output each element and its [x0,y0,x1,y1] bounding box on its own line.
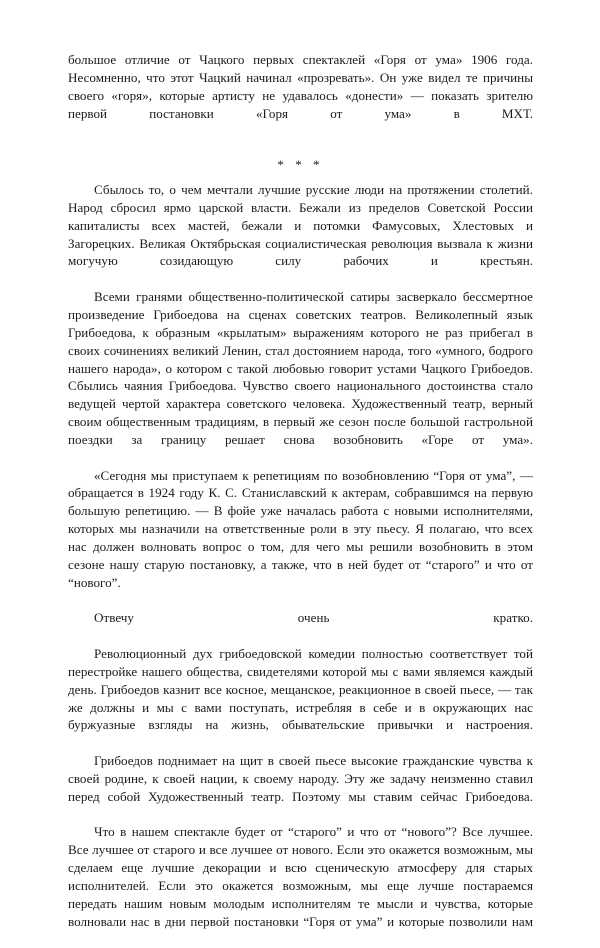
paragraph-1: большое отличие от Чацкого первых спектаклей «Горя от ума» 1906 года. Несомненно, что этот Чацкий начинал «прозревать». Он уже видел те причины своего «горя», которые артисту не удавалось «донести» — показать зрителю первой постановки «Горя от ума» в МХТ. [68,52,533,121]
paragraph-8: Что в нашем спектакле будет от “старого” и что от “нового”? Все лучшее. Все лучшее от старого и все лучшее от нового. Если это окажется возможным, мы сделаем еще лучшие декорации и всю сценическую атмосферу для старых исполнителей. Если это окажется возможным, мы еще лучше постараемся передать нашим новым молодым исполнителям те мысли и чувства, которые волновали нас в дни первой постановки “Горя от ума” и которые позволили нам [68,824,533,929]
text-column [68,51,533,948]
paragraph-3: Всеми гранями общественно-политической сатиры засверкало бессмертное произведение Грибоедова на сценах советских театров. Великолепный язык Грибоедова, к образным «крылатым» выражениям которого не раз прибегал в своих сочинениях великий Ленин, стал достоянием народа, того «умного, бодрого нашего народа», о котором с такой любовью говорит устами Чацкого Грибоедов. Сбылись чаяния Грибоедова. Чувство своего национального достоинства стало ведущей чертой характера советского человека. Художественный театр, верный своим общественным традициям, в первый же сезон после большой гастрольной поездки за границу решает снова возобновить «Горе от ума». [68,289,533,447]
paragraph-5: Отвечу очень кратко. [94,610,533,626]
paragraph-2: Сбылось то, о чем мечтали лучшие русские люди на протяжении столетий. Народ сбросил ярмо царской власти. Бежали из пределов Советской России капиталисты всех мастей, бежали и потомки Фамусовых, Хлестовых и Загорецких. Великая Октябрьская социалистическая революция вызвала к жизни могучую созидающую силу рабочих и крестьян. [68,182,533,269]
paragraph-7: Грибоедов поднимает на щит в своей пьесе высокие гражданские чувства к своей родине, к своей нации, к своему народу. Эту же задачу неизменно ставил перед собой Художественный театр. Поэтому мы ставим сейчас Грибоедова. [68,753,533,804]
section-separator: * * * [277,157,324,173]
paragraph-6: Революционный дух грибоедовской комедии полностью соответствует той перестройке нашего общества, свидетелями которой мы с вами являемся каждый день. Грибоедов казнит все косное, мещанское, реакционное в своей пьесе, — так же должны и мы с вами поступать, истребляя в себе и в окружающих нас буржуазные взгляды на жизнь, обывательские привычки и настроения. [68,646,533,733]
paragraph-4: «Сегодня мы приступаем к репетициям по возобновлению “Горя от ума”, — обращается в 1924 году К. С. Станиславский к актерам, собравшимся на первую большую репетицию. — В фойе уже началась работа с новыми исполнителями, которых мы назначили на ответственные роли в эту пьесу. Я полагаю, что всех нас должен волновать вопрос о том, для чего мы решили возобновить в этом сезоне нашу старую постановку, а также, что в ней будет от “старого” и что от “нового”. [68,467,533,590]
